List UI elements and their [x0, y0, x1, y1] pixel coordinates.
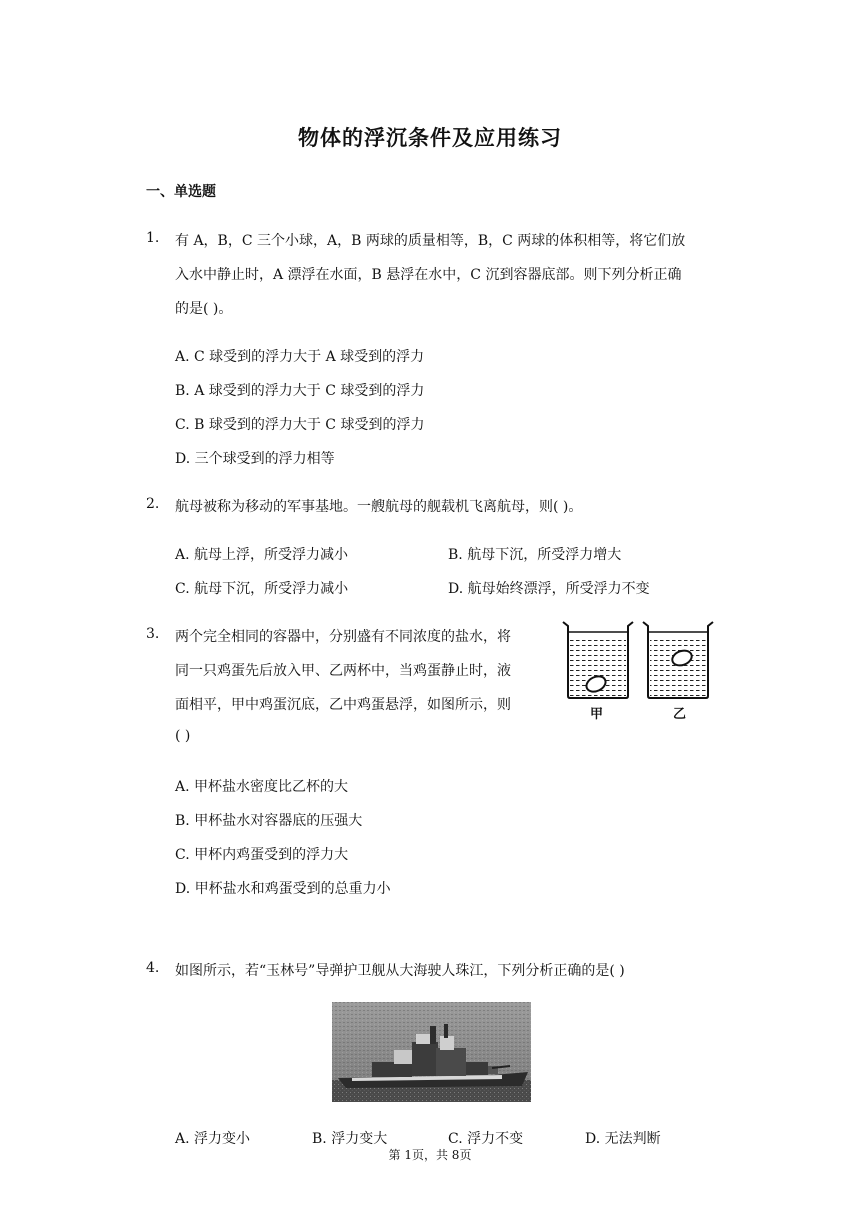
beaker-figure: [558, 618, 718, 722]
option-d[interactable]: D. 三个球受到的浮力相等: [175, 451, 335, 467]
question-number: 3.: [146, 626, 160, 642]
option-a[interactable]: A. 浮力变小: [175, 1131, 251, 1147]
option-a[interactable]: A. C 球受到的浮力大于 A 球受到的浮力: [175, 349, 425, 365]
question-text-line: 的是( )。: [175, 301, 233, 317]
page-title: 物体的浮沉条件及应用练习: [298, 126, 562, 150]
option-d[interactable]: D. 甲杯盐水和鸡蛋受到的总重力小: [175, 881, 391, 897]
question-text-line: 两个完全相同的容器中，分别盛有不同浓度的盐水，将: [175, 629, 511, 645]
page-footer: 第 1页，共 8页: [388, 1148, 472, 1162]
figure-label-yi: 乙: [673, 707, 687, 722]
question-text-line: 航母被称为移动的军事基地。一艘航母的舰载机飞离航母，则( )。: [175, 499, 583, 515]
section-heading: 一、单选题: [146, 184, 216, 200]
question-text-line: 如图所示，若“玉林号”导弹护卫舰从大海驶人珠江，下列分析正确的是( ): [175, 963, 625, 979]
option-a[interactable]: A. 航母上浮，所受浮力减小: [175, 547, 349, 563]
option-b[interactable]: B. A 球受到的浮力大于 C 球受到的浮力: [175, 383, 425, 399]
question-text-line: 有 A，B，C 三个小球，A，B 两球的质量相等，B，C 两球的体积相等，将它们放: [175, 233, 686, 249]
warship-photo: [332, 1002, 531, 1102]
option-b[interactable]: B. 航母下沉，所受浮力增大: [448, 547, 622, 563]
beaker-jia: [563, 622, 633, 698]
question-text-line: ( ): [175, 728, 191, 744]
option-a[interactable]: A. 甲杯盐水密度比乙杯的大: [175, 779, 349, 795]
question-text-line: 入水中静止时，A 漂浮在水面，B 悬浮在水中，C 沉到容器底部。则下列分析正确: [175, 267, 682, 283]
beaker-yi: [643, 622, 713, 698]
option-b[interactable]: B. 甲杯盐水对容器底的压强大: [175, 813, 363, 829]
option-d[interactable]: D. 航母始终漂浮，所受浮力不变: [448, 581, 650, 597]
option-d[interactable]: D. 无法判断: [585, 1131, 661, 1147]
question-text-line: 同一只鸡蛋先后放入甲、乙两杯中，当鸡蛋静止时，液: [175, 663, 511, 679]
option-b[interactable]: B. 浮力变大: [312, 1131, 388, 1147]
question-number: 2.: [146, 496, 160, 512]
option-c[interactable]: C. 浮力不变: [448, 1131, 524, 1147]
question-number: 4.: [146, 960, 160, 976]
option-c[interactable]: C. 航母下沉，所受浮力减小: [175, 581, 349, 597]
figure-label-jia: 甲: [590, 707, 604, 722]
question-text-line: 面相平，甲中鸡蛋沉底，乙中鸡蛋悬浮，如图所示，则: [175, 697, 511, 713]
option-c[interactable]: C. 甲杯内鸡蛋受到的浮力大: [175, 847, 349, 863]
question-number: 1.: [146, 230, 160, 246]
option-c[interactable]: C. B 球受到的浮力大于 C 球受到的浮力: [175, 417, 425, 433]
